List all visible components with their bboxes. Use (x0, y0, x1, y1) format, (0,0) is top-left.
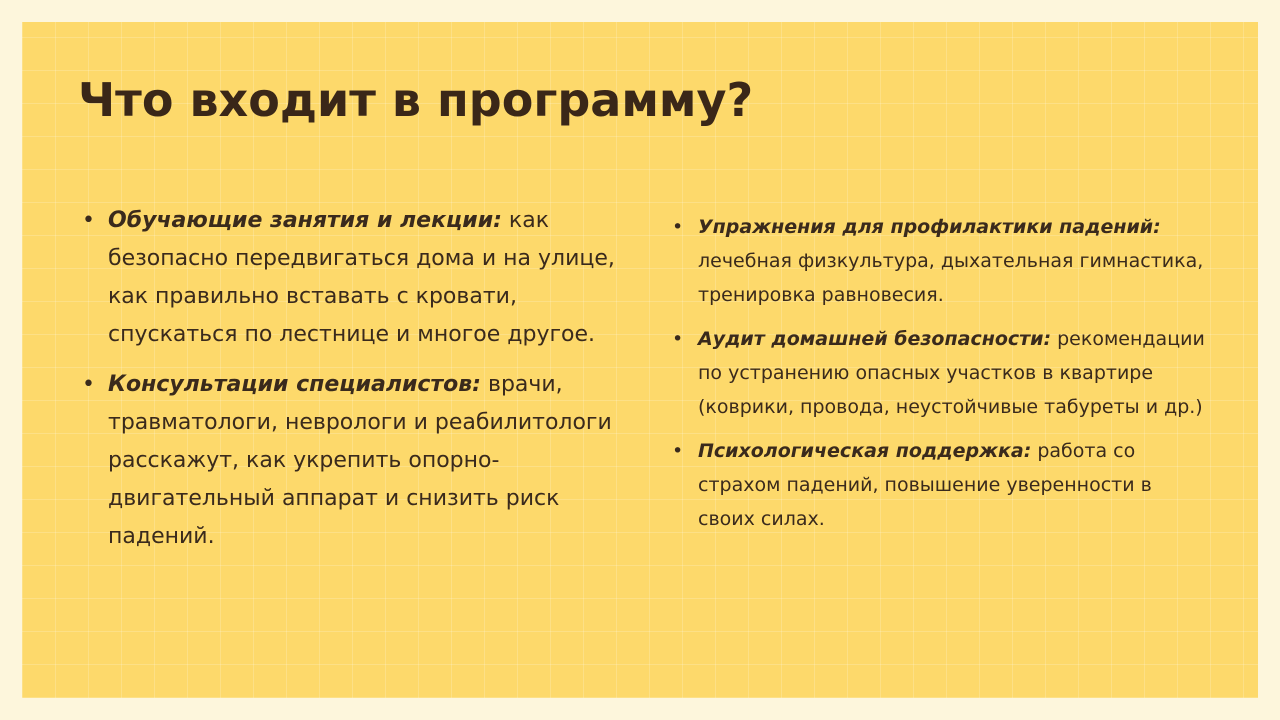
item-term: Обучающие занятия и лекции: (108, 208, 502, 233)
item-text: врачи, травматологи, неврологи и реабилитологи расскажут, как укрепить опорно-двигательный аппарат и снизить риск падений. (108, 372, 612, 549)
list-item-exercises (670, 210, 1210, 312)
item-text: работа со страхом падений, повышение уверенности в своих силах. (698, 440, 1152, 530)
bullet-icon: • (672, 216, 684, 238)
list-item-home-audit (670, 322, 1210, 424)
item-text: рекомендации по устранению опасных участков в квартире (коврики, провода, неустойчивые табуреты и др.) (698, 328, 1205, 418)
bullet-icon: • (672, 440, 684, 462)
slide (22, 22, 1258, 698)
item-term: Психологическая поддержка: (698, 440, 1032, 462)
list-item-consultations (80, 366, 620, 556)
list-item-psych-support (670, 434, 1210, 536)
item-text: лечебная физкультура, дыхательная гимнастика, тренировка равновесия. (698, 250, 1204, 306)
bullet-icon: • (82, 208, 95, 233)
item-term: Упражнения для профилактики падений: (698, 216, 1161, 238)
item-text: как безопасно передвигаться дома и на улице, как правильно вставать с кровати, спускаться по лестнице и многое другое. (108, 208, 615, 347)
bullet-icon: • (672, 328, 684, 350)
left-column-list (80, 202, 620, 568)
item-term: Аудит домашней безопасности: (698, 328, 1052, 350)
right-column-list (670, 210, 1210, 546)
slide-title: Что входит в программу? (78, 73, 754, 127)
bullet-icon: • (82, 372, 95, 397)
list-item-training (80, 202, 620, 354)
item-term: Консультации специалистов: (108, 372, 481, 397)
